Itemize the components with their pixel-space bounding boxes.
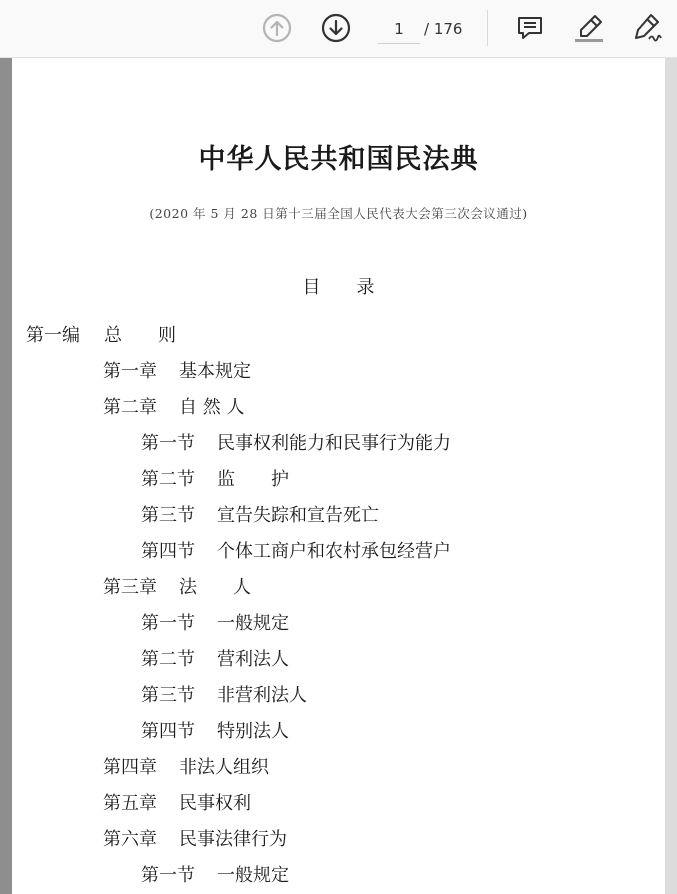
toc-entry[interactable] bbox=[141, 718, 289, 746]
toc-entry-title: 个体工商户和农村承包经营户 bbox=[217, 541, 451, 562]
toc-entry-number: 第六章 bbox=[103, 829, 157, 850]
toc-entry-number: 第四节 bbox=[141, 541, 195, 562]
toc-entry[interactable] bbox=[103, 826, 287, 854]
page-number-input[interactable]: 1 bbox=[378, 14, 420, 44]
toc-entry-title: 一般规定 bbox=[217, 613, 289, 634]
toc-entry[interactable] bbox=[26, 322, 176, 350]
toc-entry-title: 自 然 人 bbox=[179, 397, 245, 418]
toc-entry-number: 第二节 bbox=[141, 469, 195, 490]
toc-heading: 目 录 bbox=[302, 277, 375, 298]
toc-entry-number: 第三节 bbox=[141, 685, 195, 706]
viewer-right-gutter bbox=[665, 58, 677, 894]
document-title: 中华人民共和国民法典 bbox=[198, 144, 479, 175]
draw-button[interactable] bbox=[630, 11, 664, 45]
toc-entry-number: 第二节 bbox=[141, 649, 195, 670]
comment-button[interactable] bbox=[513, 11, 547, 45]
toc-entry-title: 总 则 bbox=[104, 325, 176, 346]
toc-entry[interactable] bbox=[141, 682, 307, 710]
toc-entry-number: 第三章 bbox=[103, 577, 157, 598]
page-total-label: / 176 bbox=[424, 20, 463, 38]
toc-entry[interactable] bbox=[141, 538, 451, 566]
highlight-button[interactable] bbox=[572, 11, 606, 45]
arrow-up-circle-icon bbox=[262, 13, 292, 43]
toc-entry-number: 第五章 bbox=[103, 793, 157, 814]
toc-entry[interactable] bbox=[141, 430, 451, 458]
pdf-page bbox=[12, 58, 665, 894]
toc-entry-number: 第四节 bbox=[141, 721, 195, 742]
toc-entry[interactable] bbox=[103, 574, 251, 602]
toc-entry-number: 第一章 bbox=[103, 361, 157, 382]
toc-entry-title: 非营利法人 bbox=[217, 685, 307, 706]
toc-entry[interactable] bbox=[103, 358, 251, 386]
toc-entry-title: 民事法律行为 bbox=[179, 829, 287, 850]
toc-entry-number: 第一编 bbox=[26, 325, 80, 346]
toc-entry-title: 宣告失踪和宣告死亡 bbox=[217, 505, 379, 526]
toc-entry-number: 第三节 bbox=[141, 505, 195, 526]
toc-entry[interactable] bbox=[141, 466, 289, 494]
toc-entry-title: 民事权利能力和民事行为能力 bbox=[217, 433, 451, 454]
toc-entry-number: 第一节 bbox=[141, 865, 195, 886]
toc-entry-number: 第一节 bbox=[141, 613, 195, 634]
document-viewer[interactable] bbox=[0, 58, 677, 894]
toc-entry-title: 监 护 bbox=[217, 469, 289, 490]
toc-entry-number: 第一节 bbox=[141, 433, 195, 454]
next-page-button[interactable] bbox=[319, 11, 353, 45]
pdf-toolbar bbox=[0, 0, 677, 58]
toc-entry[interactable] bbox=[141, 502, 379, 530]
toc-entry-number: 第四章 bbox=[103, 757, 157, 778]
draw-pen-icon bbox=[631, 12, 663, 44]
toc-entry[interactable] bbox=[103, 790, 251, 818]
toc-entry[interactable] bbox=[141, 610, 289, 638]
viewer-left-gutter bbox=[0, 58, 12, 894]
toc-entry-title: 特别法人 bbox=[217, 721, 289, 742]
toc-entry-title: 法 人 bbox=[179, 577, 251, 598]
toc-entry[interactable] bbox=[103, 394, 244, 422]
toc-entry-title: 营利法人 bbox=[217, 649, 289, 670]
toc-entry-title: 基本规定 bbox=[179, 361, 251, 382]
arrow-down-circle-icon bbox=[321, 13, 351, 43]
previous-page-button[interactable] bbox=[260, 11, 294, 45]
toc-entry-title: 一般规定 bbox=[217, 865, 289, 886]
toc-entry[interactable] bbox=[141, 646, 289, 674]
toc-entry[interactable] bbox=[103, 754, 269, 782]
toc-entry-number: 第二章 bbox=[103, 397, 157, 418]
document-subtitle: (2020 年 5 月 28 日第十三届全国人民代表大会第三次会议通过) bbox=[149, 206, 528, 221]
highlighter-icon bbox=[573, 12, 605, 44]
toolbar-divider bbox=[487, 10, 488, 46]
toc-entry-title: 非法人组织 bbox=[179, 757, 269, 778]
toc-entry-title: 民事权利 bbox=[179, 793, 251, 814]
toc-entry[interactable] bbox=[141, 862, 289, 890]
comment-icon bbox=[515, 13, 545, 43]
